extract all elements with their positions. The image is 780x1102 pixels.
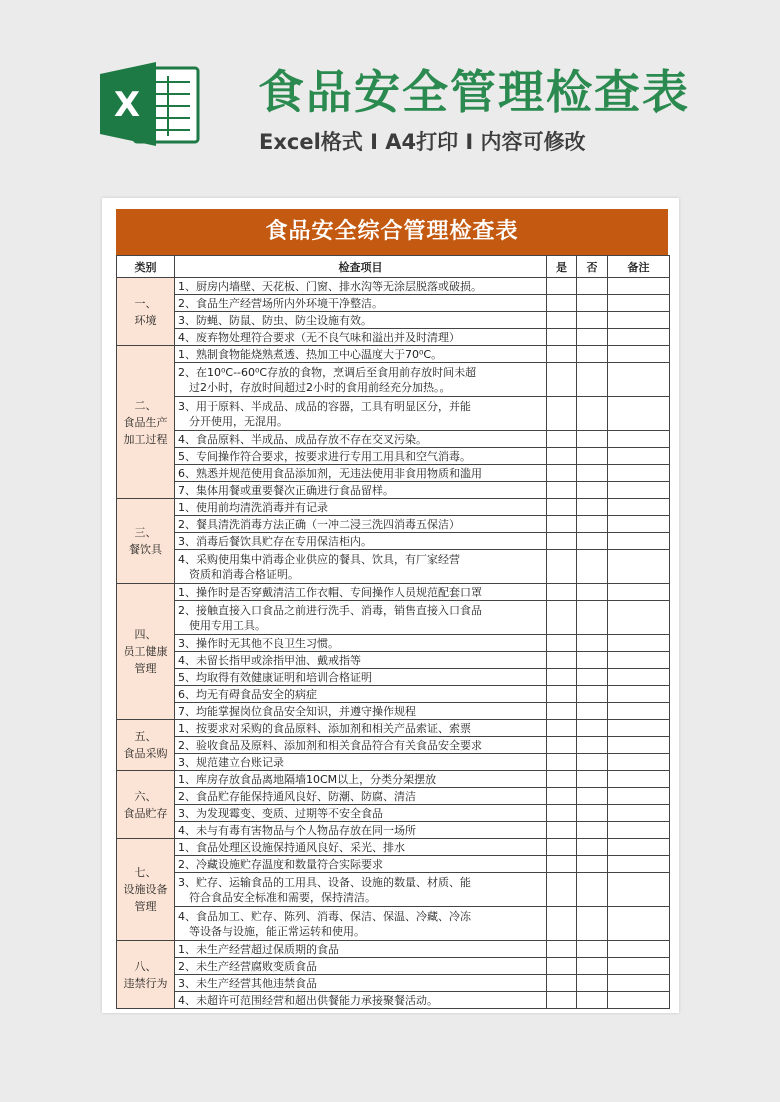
check-item-text: 3、未生产经营其他违禁食品 [178, 976, 317, 990]
category-label: 违禁行为 [123, 976, 168, 990]
no-cell[interactable] [577, 652, 608, 669]
remark-cell[interactable] [608, 941, 670, 958]
column-header-item: 检查项目 [175, 256, 547, 278]
table-row [117, 737, 670, 754]
category-cell [117, 278, 175, 346]
remark-cell[interactable] [608, 686, 670, 703]
no-cell[interactable] [577, 788, 608, 805]
category-label: 管理 [134, 900, 157, 913]
category-label: 七、 [134, 866, 157, 879]
check-item-cell [175, 329, 547, 346]
yes-cell[interactable] [547, 346, 577, 363]
yes-cell[interactable] [547, 992, 577, 1009]
category-label: 二、 [134, 398, 157, 412]
excel-icon [98, 58, 204, 150]
check-item-cell [175, 312, 547, 329]
check-item-continuation: 符合食品安全标准和需要，保持清洁。 [189, 890, 376, 904]
yes-cell[interactable] [547, 601, 577, 635]
remark-cell[interactable] [608, 754, 670, 771]
remark-cell[interactable] [608, 465, 670, 482]
yes-cell[interactable] [547, 584, 577, 601]
remark-cell[interactable] [608, 635, 670, 652]
no-cell[interactable] [577, 958, 608, 975]
check-item-cell [175, 635, 547, 652]
remark-cell[interactable] [608, 278, 670, 295]
no-cell[interactable] [577, 550, 608, 584]
table-row [117, 652, 670, 669]
yes-cell[interactable] [547, 754, 577, 771]
no-cell[interactable] [577, 992, 608, 1009]
table-row [117, 958, 670, 975]
remark-cell[interactable] [608, 992, 670, 1009]
table-row [117, 312, 670, 329]
check-item-cell [175, 975, 547, 992]
no-cell[interactable] [577, 754, 608, 771]
no-cell[interactable] [577, 363, 608, 397]
remark-cell[interactable] [608, 584, 670, 601]
table-row [117, 465, 670, 482]
table-row [117, 822, 670, 839]
category-label: 管理 [134, 662, 157, 675]
check-item-cell [175, 958, 547, 975]
yes-cell[interactable] [547, 533, 577, 550]
category-cell [117, 941, 175, 1009]
table-row [117, 516, 670, 533]
table-row [117, 703, 670, 720]
category-cell [117, 839, 175, 941]
no-cell[interactable] [577, 873, 608, 907]
no-cell[interactable] [577, 312, 608, 329]
table-row [117, 788, 670, 805]
no-cell[interactable] [577, 635, 608, 652]
check-item-cell [175, 278, 547, 295]
check-item-cell [175, 907, 547, 941]
check-item-text: 3、为发现霉变、变质、过期等不安全食品 [178, 806, 383, 820]
table-row [117, 448, 670, 465]
category-cell [117, 499, 175, 584]
check-item-text: 5、专间操作符合要求，按要求进行专用工用具和空气消毒。 [178, 449, 471, 463]
no-cell[interactable] [577, 941, 608, 958]
sheet-title: 食品安全综合管理检查表 [116, 209, 668, 255]
remark-cell[interactable] [608, 601, 670, 635]
remark-cell[interactable] [608, 958, 670, 975]
remark-cell[interactable] [608, 482, 670, 499]
check-item-cell [175, 431, 547, 448]
check-item-cell [175, 397, 547, 431]
check-item-text: 4、废弃物处理符合要求（无不良气味和溢出并及时清理） [178, 330, 460, 344]
category-label: 五、 [134, 730, 157, 743]
check-item-text: 6、熟悉并规范使用食品添加剂，无违法使用非食用物质和滥用 [178, 466, 482, 480]
yes-cell[interactable] [547, 720, 577, 737]
remark-cell[interactable] [608, 669, 670, 686]
no-cell[interactable] [577, 499, 608, 516]
checklist-table [116, 255, 670, 1009]
table-row [117, 295, 670, 312]
no-cell[interactable] [577, 295, 608, 312]
yes-cell[interactable] [547, 278, 577, 295]
yes-cell[interactable] [547, 363, 577, 397]
check-item-cell [175, 703, 547, 720]
no-cell[interactable] [577, 737, 608, 754]
category-label: 加工过程 [123, 432, 168, 446]
check-item-text: 3、规范建立台账记录 [178, 755, 284, 769]
no-cell[interactable] [577, 771, 608, 788]
table-row [117, 431, 670, 448]
check-item-text: 1、厨房内墙壁、天花板、门窗、排水沟等无涂层脱落或破损。 [178, 279, 482, 293]
check-item-cell [175, 856, 547, 873]
table-row [117, 771, 670, 788]
yes-cell[interactable] [547, 550, 577, 584]
check-item-continuation: 等设备与设施，能正常运转和使用。 [189, 924, 365, 938]
check-item-text: 3、防蝇、防鼠、防虫、防尘设施有效。 [178, 313, 372, 327]
check-item-text: 1、库房存放食品离地隔墙10CM以上，分类分架摆放 [178, 772, 437, 786]
yes-cell[interactable] [547, 397, 577, 431]
no-cell[interactable] [577, 720, 608, 737]
remark-cell[interactable] [608, 448, 670, 465]
category-label: 员工健康 [123, 645, 168, 658]
yes-cell[interactable] [547, 737, 577, 754]
check-item-continuation: 分开使用，无混用。 [189, 414, 288, 428]
check-item-cell [175, 839, 547, 856]
table-row [117, 601, 670, 635]
yes-cell[interactable] [547, 839, 577, 856]
table-row [117, 907, 670, 941]
remark-cell[interactable] [608, 312, 670, 329]
check-item-text: 2、未生产经营腐败变质食品 [178, 959, 317, 973]
yes-cell[interactable] [547, 958, 577, 975]
category-label: 食品贮存 [123, 806, 168, 820]
check-item-text: 3、操作时无其他不良卫生习惯。 [178, 636, 339, 650]
table-row [117, 856, 670, 873]
category-cell [117, 720, 175, 771]
table-body [117, 278, 670, 1009]
check-item-continuation: 资质和消毒合格证明。 [189, 567, 299, 581]
check-item-cell [175, 516, 547, 533]
table-row [117, 499, 670, 516]
remark-cell[interactable] [608, 788, 670, 805]
remark-cell[interactable] [608, 839, 670, 856]
check-item-text: 4、未超许可范围经营和超出供餐能力承接聚餐活动。 [178, 993, 438, 1007]
check-item-text: 1、使用前均清洗消毒并有记录 [178, 500, 328, 514]
table-row [117, 363, 670, 397]
remark-cell[interactable] [608, 720, 670, 737]
check-item-text: 2、验收食品及原料、添加剂和相关食品符合有关食品安全要求 [178, 738, 482, 752]
column-header-yes: 是 [547, 256, 577, 278]
remark-cell[interactable] [608, 431, 670, 448]
no-cell[interactable] [577, 839, 608, 856]
check-item-text: 2、食品贮存能保持通风良好、防潮、防腐、清洁 [178, 789, 416, 803]
category-cell [117, 346, 175, 499]
check-item-text: 1、操作时是否穿戴清洁工作衣帽、专间操作人员规范配套口罩 [178, 585, 482, 599]
yes-cell[interactable] [547, 465, 577, 482]
check-item-cell [175, 805, 547, 822]
no-cell[interactable] [577, 448, 608, 465]
remark-cell[interactable] [608, 771, 670, 788]
table-row [117, 346, 670, 363]
no-cell[interactable] [577, 329, 608, 346]
no-cell[interactable] [577, 669, 608, 686]
no-cell[interactable] [577, 482, 608, 499]
check-item-text: 7、集体用餐或重要餐次正确进行食品留样。 [178, 483, 394, 497]
table-row [117, 754, 670, 771]
check-item-text: 6、均无有碍食品安全的病症 [178, 687, 317, 701]
check-item-continuation: 过2小时，存放时间超过2小时的食用前经充分加热。。 [189, 380, 451, 394]
table-row [117, 805, 670, 822]
yes-cell[interactable] [547, 516, 577, 533]
remark-cell[interactable] [608, 295, 670, 312]
page-title: 食品安全管理检查表 [258, 65, 690, 119]
no-cell[interactable] [577, 805, 608, 822]
remark-cell[interactable] [608, 397, 670, 431]
page-subtitle: Excel格式 I A4打印 I 内容可修改 [259, 130, 586, 154]
table-row [117, 686, 670, 703]
yes-cell[interactable] [547, 295, 577, 312]
check-item-text: 1、食品处理区设施保持通风良好、采光、排水 [178, 840, 405, 854]
remark-cell[interactable] [608, 737, 670, 754]
logo-letter: X [113, 85, 141, 125]
check-item-cell [175, 941, 547, 958]
remark-cell[interactable] [608, 329, 670, 346]
yes-cell[interactable] [547, 312, 577, 329]
table-row [117, 992, 670, 1009]
yes-cell[interactable] [547, 652, 577, 669]
check-item-cell [175, 669, 547, 686]
yes-cell[interactable] [547, 669, 577, 686]
check-item-text: 3、用于原料、半成品、成品的容器，工具有明显区分，并能 [178, 399, 471, 413]
check-item-cell [175, 295, 547, 312]
table-row [117, 873, 670, 907]
check-item-text: 2、接触直接入口食品之前进行洗手、消毒，销售直接入口食品 [178, 603, 482, 617]
check-item-cell [175, 448, 547, 465]
check-item-cell [175, 720, 547, 737]
remark-cell[interactable] [608, 975, 670, 992]
yes-cell[interactable] [547, 448, 577, 465]
check-item-text: 4、采购使用集中消毒企业供应的餐具、饮具，有厂家经营 [178, 552, 460, 566]
yes-cell[interactable] [547, 975, 577, 992]
check-item-cell [175, 822, 547, 839]
remark-cell[interactable] [608, 652, 670, 669]
check-item-cell [175, 601, 547, 635]
category-label: 四、 [134, 628, 157, 641]
table-row [117, 533, 670, 550]
remark-cell[interactable] [608, 856, 670, 873]
check-item-text: 4、食品原料、半成品、成品存放不存在交叉污染。 [178, 432, 427, 446]
no-cell[interactable] [577, 601, 608, 635]
yes-cell[interactable] [547, 431, 577, 448]
yes-cell[interactable] [547, 635, 577, 652]
check-item-text: 3、消毒后餐饮具贮存在专用保洁柜内。 [178, 534, 372, 548]
no-cell[interactable] [577, 346, 608, 363]
check-item-text: 2、冷藏设施贮存温度和数量符合实际要求 [178, 857, 383, 871]
remark-cell[interactable] [608, 805, 670, 822]
table-header-row [117, 256, 670, 278]
check-item-cell [175, 346, 547, 363]
check-item-text: 1、熟制食物能烧熟煮透、热加工中心温度大于70⁰C。 [178, 347, 443, 361]
check-item-text: 2、食品生产经营场所内外环境干净整洁。 [178, 296, 383, 310]
no-cell[interactable] [577, 822, 608, 839]
category-label: 食品生产 [123, 415, 168, 429]
category-label: 一、 [134, 296, 157, 310]
yes-cell[interactable] [547, 499, 577, 516]
table-row [117, 975, 670, 992]
table-row [117, 584, 670, 601]
sheet-paper [102, 198, 679, 1013]
category-label: 设施设备 [123, 883, 168, 896]
table-row [117, 278, 670, 295]
check-item-text: 5、均取得有效健康证明和培训合格证明 [178, 670, 372, 684]
no-cell[interactable] [577, 465, 608, 482]
check-item-text: 7、均能掌握岗位食品安全知识，并遵守操作规程 [178, 704, 416, 718]
category-label: 六、 [134, 789, 157, 803]
check-item-cell [175, 652, 547, 669]
yes-cell[interactable] [547, 856, 577, 873]
table-row [117, 720, 670, 737]
yes-cell[interactable] [547, 907, 577, 941]
remark-cell[interactable] [608, 346, 670, 363]
table-row [117, 482, 670, 499]
no-cell[interactable] [577, 431, 608, 448]
remark-cell[interactable] [608, 516, 670, 533]
table-row [117, 669, 670, 686]
category-label: 食品采购 [123, 747, 168, 760]
yes-cell[interactable] [547, 941, 577, 958]
category-label: 环境 [134, 313, 157, 327]
column-header-remark: 备注 [608, 256, 670, 278]
remark-cell[interactable] [608, 499, 670, 516]
yes-cell[interactable] [547, 873, 577, 907]
yes-cell[interactable] [547, 703, 577, 720]
table-row [117, 397, 670, 431]
check-item-cell [175, 550, 547, 584]
check-item-text: 4、未与有毒有害物品与个人物品存放在同一场所 [178, 823, 416, 837]
no-cell[interactable] [577, 278, 608, 295]
check-item-cell [175, 754, 547, 771]
no-cell[interactable] [577, 703, 608, 720]
check-item-text: 2、餐具清洗消毒方法正确（一冲二浸三洗四消毒五保洁） [178, 517, 460, 531]
check-item-text: 3、贮存、运输食品的工用具、设备、设施的数量、材质、能 [178, 875, 471, 889]
check-item-text: 4、食品加工、贮存、陈列、消毒、保洁、保温、冷藏、冷冻 [178, 909, 471, 923]
remark-cell[interactable] [608, 873, 670, 907]
category-cell [117, 584, 175, 720]
no-cell[interactable] [577, 397, 608, 431]
check-item-cell [175, 533, 547, 550]
remark-cell[interactable] [608, 822, 670, 839]
no-cell[interactable] [577, 686, 608, 703]
check-item-cell [175, 788, 547, 805]
category-cell [117, 771, 175, 839]
no-cell[interactable] [577, 584, 608, 601]
no-cell[interactable] [577, 533, 608, 550]
no-cell[interactable] [577, 907, 608, 941]
remark-cell[interactable] [608, 363, 670, 397]
check-item-cell [175, 686, 547, 703]
check-item-cell [175, 465, 547, 482]
check-item-continuation: 使用专用工具。 [189, 618, 266, 632]
yes-cell[interactable] [547, 822, 577, 839]
check-item-cell [175, 873, 547, 907]
no-cell[interactable] [577, 516, 608, 533]
check-item-text: 2、在10⁰C--60⁰C存放的食物，烹调后至食用前存放时间未超 [178, 365, 477, 379]
category-label: 八、 [134, 959, 157, 973]
no-cell[interactable] [577, 975, 608, 992]
remark-cell[interactable] [608, 703, 670, 720]
table-row [117, 941, 670, 958]
yes-cell[interactable] [547, 686, 577, 703]
table-row [117, 839, 670, 856]
table-row [117, 550, 670, 584]
check-item-cell [175, 992, 547, 1009]
table-row [117, 329, 670, 346]
check-item-text: 1、未生产经营超过保质期的食品 [178, 942, 339, 956]
yes-cell[interactable] [547, 329, 577, 346]
check-item-cell [175, 584, 547, 601]
check-item-cell [175, 771, 547, 788]
remark-cell[interactable] [608, 907, 670, 941]
yes-cell[interactable] [547, 788, 577, 805]
remark-cell[interactable] [608, 533, 670, 550]
check-item-text: 4、未留长指甲或涂指甲油、戴戒指等 [178, 653, 361, 667]
check-item-cell [175, 499, 547, 516]
check-item-cell [175, 482, 547, 499]
remark-cell[interactable] [608, 550, 670, 584]
no-cell[interactable] [577, 856, 608, 873]
table-row [117, 635, 670, 652]
category-label: 三、 [134, 526, 157, 539]
column-header-no: 否 [577, 256, 608, 278]
yes-cell[interactable] [547, 771, 577, 788]
category-label: 餐饮具 [129, 543, 162, 556]
column-header-category: 类别 [117, 256, 175, 278]
check-item-cell [175, 363, 547, 397]
check-item-text: 1、按要求对采购的食品原料、添加剂和相关产品索证、索票 [178, 721, 471, 735]
check-item-cell [175, 737, 547, 754]
yes-cell[interactable] [547, 805, 577, 822]
yes-cell[interactable] [547, 482, 577, 499]
